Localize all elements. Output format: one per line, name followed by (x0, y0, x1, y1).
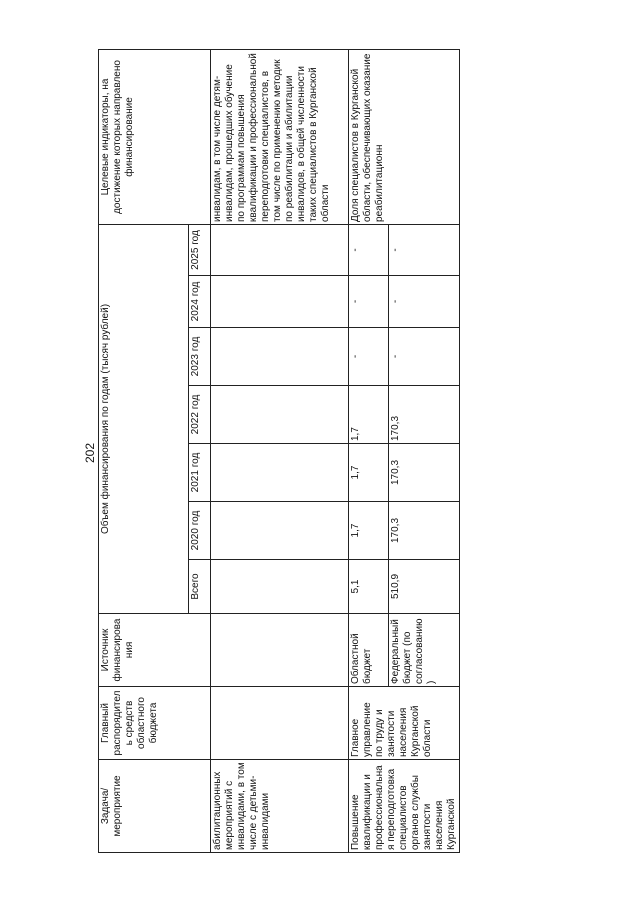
table-row (349, 49, 389, 852)
federal-2024: - (388, 276, 459, 328)
continuation-task: абилитационных мероприятий с инвалидами, в том числе с детьми-инвалидами (211, 760, 349, 853)
source-federal: Федеральный бюджет (по согласованию) (388, 614, 459, 687)
source-regional: Областной бюджет (349, 614, 389, 687)
federal-2025: - (388, 224, 459, 275)
header-volume: Объем финансирования по годам (тысяч рублей) (99, 224, 189, 613)
financing-table (98, 49, 460, 853)
header-year-2024: 2024 год (189, 276, 211, 328)
federal-2023: - (388, 328, 459, 386)
table-row (211, 49, 349, 852)
row-distributor: Главное управление по труду и занятости населения Курганской области (349, 687, 460, 760)
regional-2024: - (349, 276, 389, 328)
regional-2023: - (349, 328, 389, 386)
rotated-table-wrapper (98, 50, 595, 853)
federal-2020: 170,3 (388, 502, 459, 560)
total-federal: 510,9 (388, 560, 459, 614)
header-year-2023: 2023 год (189, 328, 211, 386)
total-regional: 5,1 (349, 560, 389, 614)
page-number: 202 (83, 442, 97, 463)
regional-2021: 1,7 (349, 444, 389, 502)
regional-2020: 1,7 (349, 502, 389, 560)
header-indicators: Целевые индикаторы, на достижение которых направлено финансирование (99, 49, 211, 224)
regional-2022: 1,7 (349, 386, 389, 444)
header-source: Источник финансирования (99, 614, 211, 687)
row-indicator: Доля специалистов в Курганской области, обеспечивающих оказание реабилитационн (349, 49, 460, 224)
federal-2022: 170,3 (388, 386, 459, 444)
header-year-2025: 2025 год (189, 224, 211, 275)
federal-2021: 170,3 (388, 444, 459, 502)
regional-2025: - (349, 224, 389, 275)
header-task: Задача/мероприятие (99, 760, 211, 853)
header-year-2021: 2021 год (189, 444, 211, 502)
continuation-indicator: инвалидам, в том числе детям-инвалидам, прошедших обучение по программам повышения квалификации и профессиональной переподготовки специалистов, в том числе по применению методик по реабилитации и абилитации инвалидов, в общей численности таких специалистов в Курганской области (211, 49, 349, 224)
header-year-2020: 2020 год (189, 502, 211, 560)
header-distributor: Главный распорядитель средств областного бюджета (99, 687, 211, 760)
row-task: Повышение квалификации и профессиональная переподготовка специалистов органов службы занятости населения Курганской (349, 760, 460, 853)
header-year-2022: 2022 год (189, 386, 211, 444)
header-total: Всего (189, 560, 211, 614)
